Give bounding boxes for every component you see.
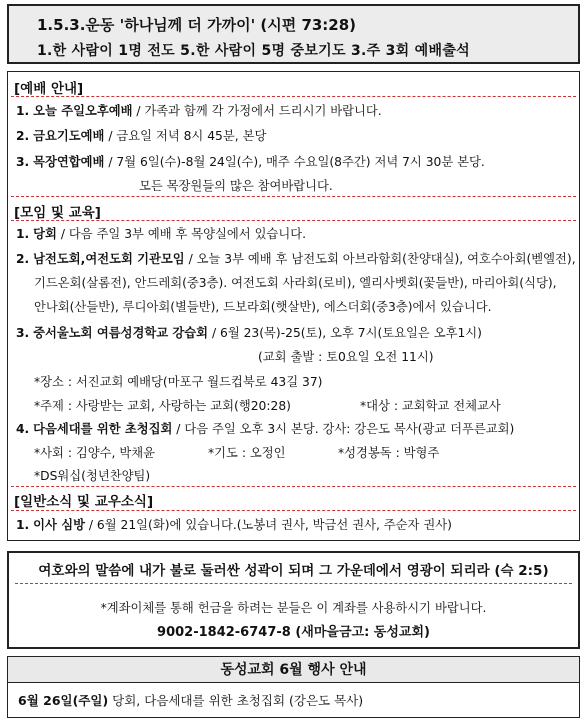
- meeting-item-3-target: *대상 : 교회학교 전체교사: [360, 399, 501, 413]
- meeting-item-1: 1. 당회 / 다음 주일 3부 예배 후 목양실에서 있습니다.: [16, 227, 307, 241]
- event-desc: 당회, 다음세대를 위한 초청집회 (강은도 목사): [108, 693, 364, 708]
- worship-item-2: 2. 금요기도예배 / 금요일 저녁 8시 45분, 본당: [16, 129, 267, 143]
- news-item-1: 1. 이사 심방 / 6월 21일(화)에 있습니다.(노봉녀 권사, 박금선 권사, 주순자 권사): [16, 518, 452, 532]
- divider: [11, 510, 576, 511]
- events-heading: 동성교회 6월 행사 안내: [8, 657, 579, 683]
- worship-item-1: 1. 오늘 주일오후예배 / 가족과 함께 각 가정에서 드리시기 바랍니다.: [16, 104, 382, 118]
- divider: [15, 583, 572, 584]
- meeting-item-3-depart: (교회 출발 : 토0요일 오전 11시): [258, 350, 434, 364]
- meeting-item-3-place: *장소 : 서진교회 예배당(마포구 월드컵북로 43길 37): [34, 375, 323, 389]
- banner-goals: 1.한 사람이 1명 전도 5.한 사람이 5명 중보기도 3.주 3회 예배출석: [37, 43, 470, 59]
- meeting-item-2-cont: 안나회(산들반), 루디아회(별들반), 드보라회(햇살반), 에스더회(중3층)에서 있습니다.: [34, 300, 492, 314]
- meeting-item-4-reading: *성경봉독 : 박형주: [338, 446, 440, 460]
- banner-title: 1.5.3.운동 '하나님께 더 가까이' (시편 73:28): [37, 16, 357, 34]
- meeting-item-4-host: *사회 : 김양수, 박채윤: [34, 446, 155, 460]
- divider: [11, 220, 576, 221]
- worship-item-3: 3. 목장연합예배 / 7월 6일(수)-8월 24일(수), 매주 수요일(8주간) 저녁 7시 30분 본당.: [16, 155, 485, 169]
- worship-item-3-cont: 모든 목장원들의 많은 참여바랍니다.: [139, 179, 333, 193]
- campaign-banner: [7, 4, 580, 64]
- worship-heading: [예배 안내]: [14, 81, 84, 97]
- announcements-box: [7, 71, 580, 541]
- events-box: [7, 656, 580, 718]
- bank-account: 9002-1842-6747-8 (새마을금고: 동성교회): [157, 625, 430, 640]
- event-date: 6월 26일(주일): [18, 693, 109, 708]
- meeting-item-3-theme: *주제 : 사랑받는 교회, 사랑하는 교회(행20:28): [34, 399, 291, 413]
- event-row: [18, 691, 363, 709]
- meeting-item-4: 4. 다음세대를 위한 초청집회 / 다음 주일 오후 3시 본당. 강사: 강은도 목사(광교 더푸른교회): [16, 422, 515, 436]
- meeting-item-4-ds: *DS워십(청년찬양팀): [34, 469, 151, 483]
- divider: [11, 196, 576, 197]
- meeting-item-2: 2. 남전도회,여전도회 기관모임 / 오늘 3부 예배 후 남전도회 아브라함회(찬양대실), 여호수아회(벧엘전),: [16, 252, 576, 266]
- verse-box: [7, 551, 580, 649]
- meeting-item-2-cont: 기드온회(살롬전), 안드레회(중3층). 여전도회 사라회(로비), 엘리사벳회(꽃들반), 마리아회(식당),: [34, 276, 557, 290]
- divider: [11, 96, 576, 97]
- news-heading: [일반소식 및 교우소식]: [14, 494, 154, 510]
- meeting-item-4-prayer: *기도 : 오정인: [208, 446, 286, 460]
- meeting-item-3: 3. 중서울노회 여름성경학교 강습회 / 6월 23(목)-25(토), 오후 7시(토요일은 오후1시): [16, 326, 482, 340]
- offering-note: *계좌이체를 통해 헌금을 하려는 분들은 이 계좌를 사용하시기 바랍니다.: [100, 601, 487, 615]
- meeting-heading: [모임 및 교육]: [14, 205, 101, 221]
- divider: [11, 486, 576, 487]
- scripture-verse: 여호와의 말씀에 내가 불로 둘러싼 성곽이 되며 그 가운데에서 영광이 되리라 (슥 2:5): [38, 563, 549, 579]
